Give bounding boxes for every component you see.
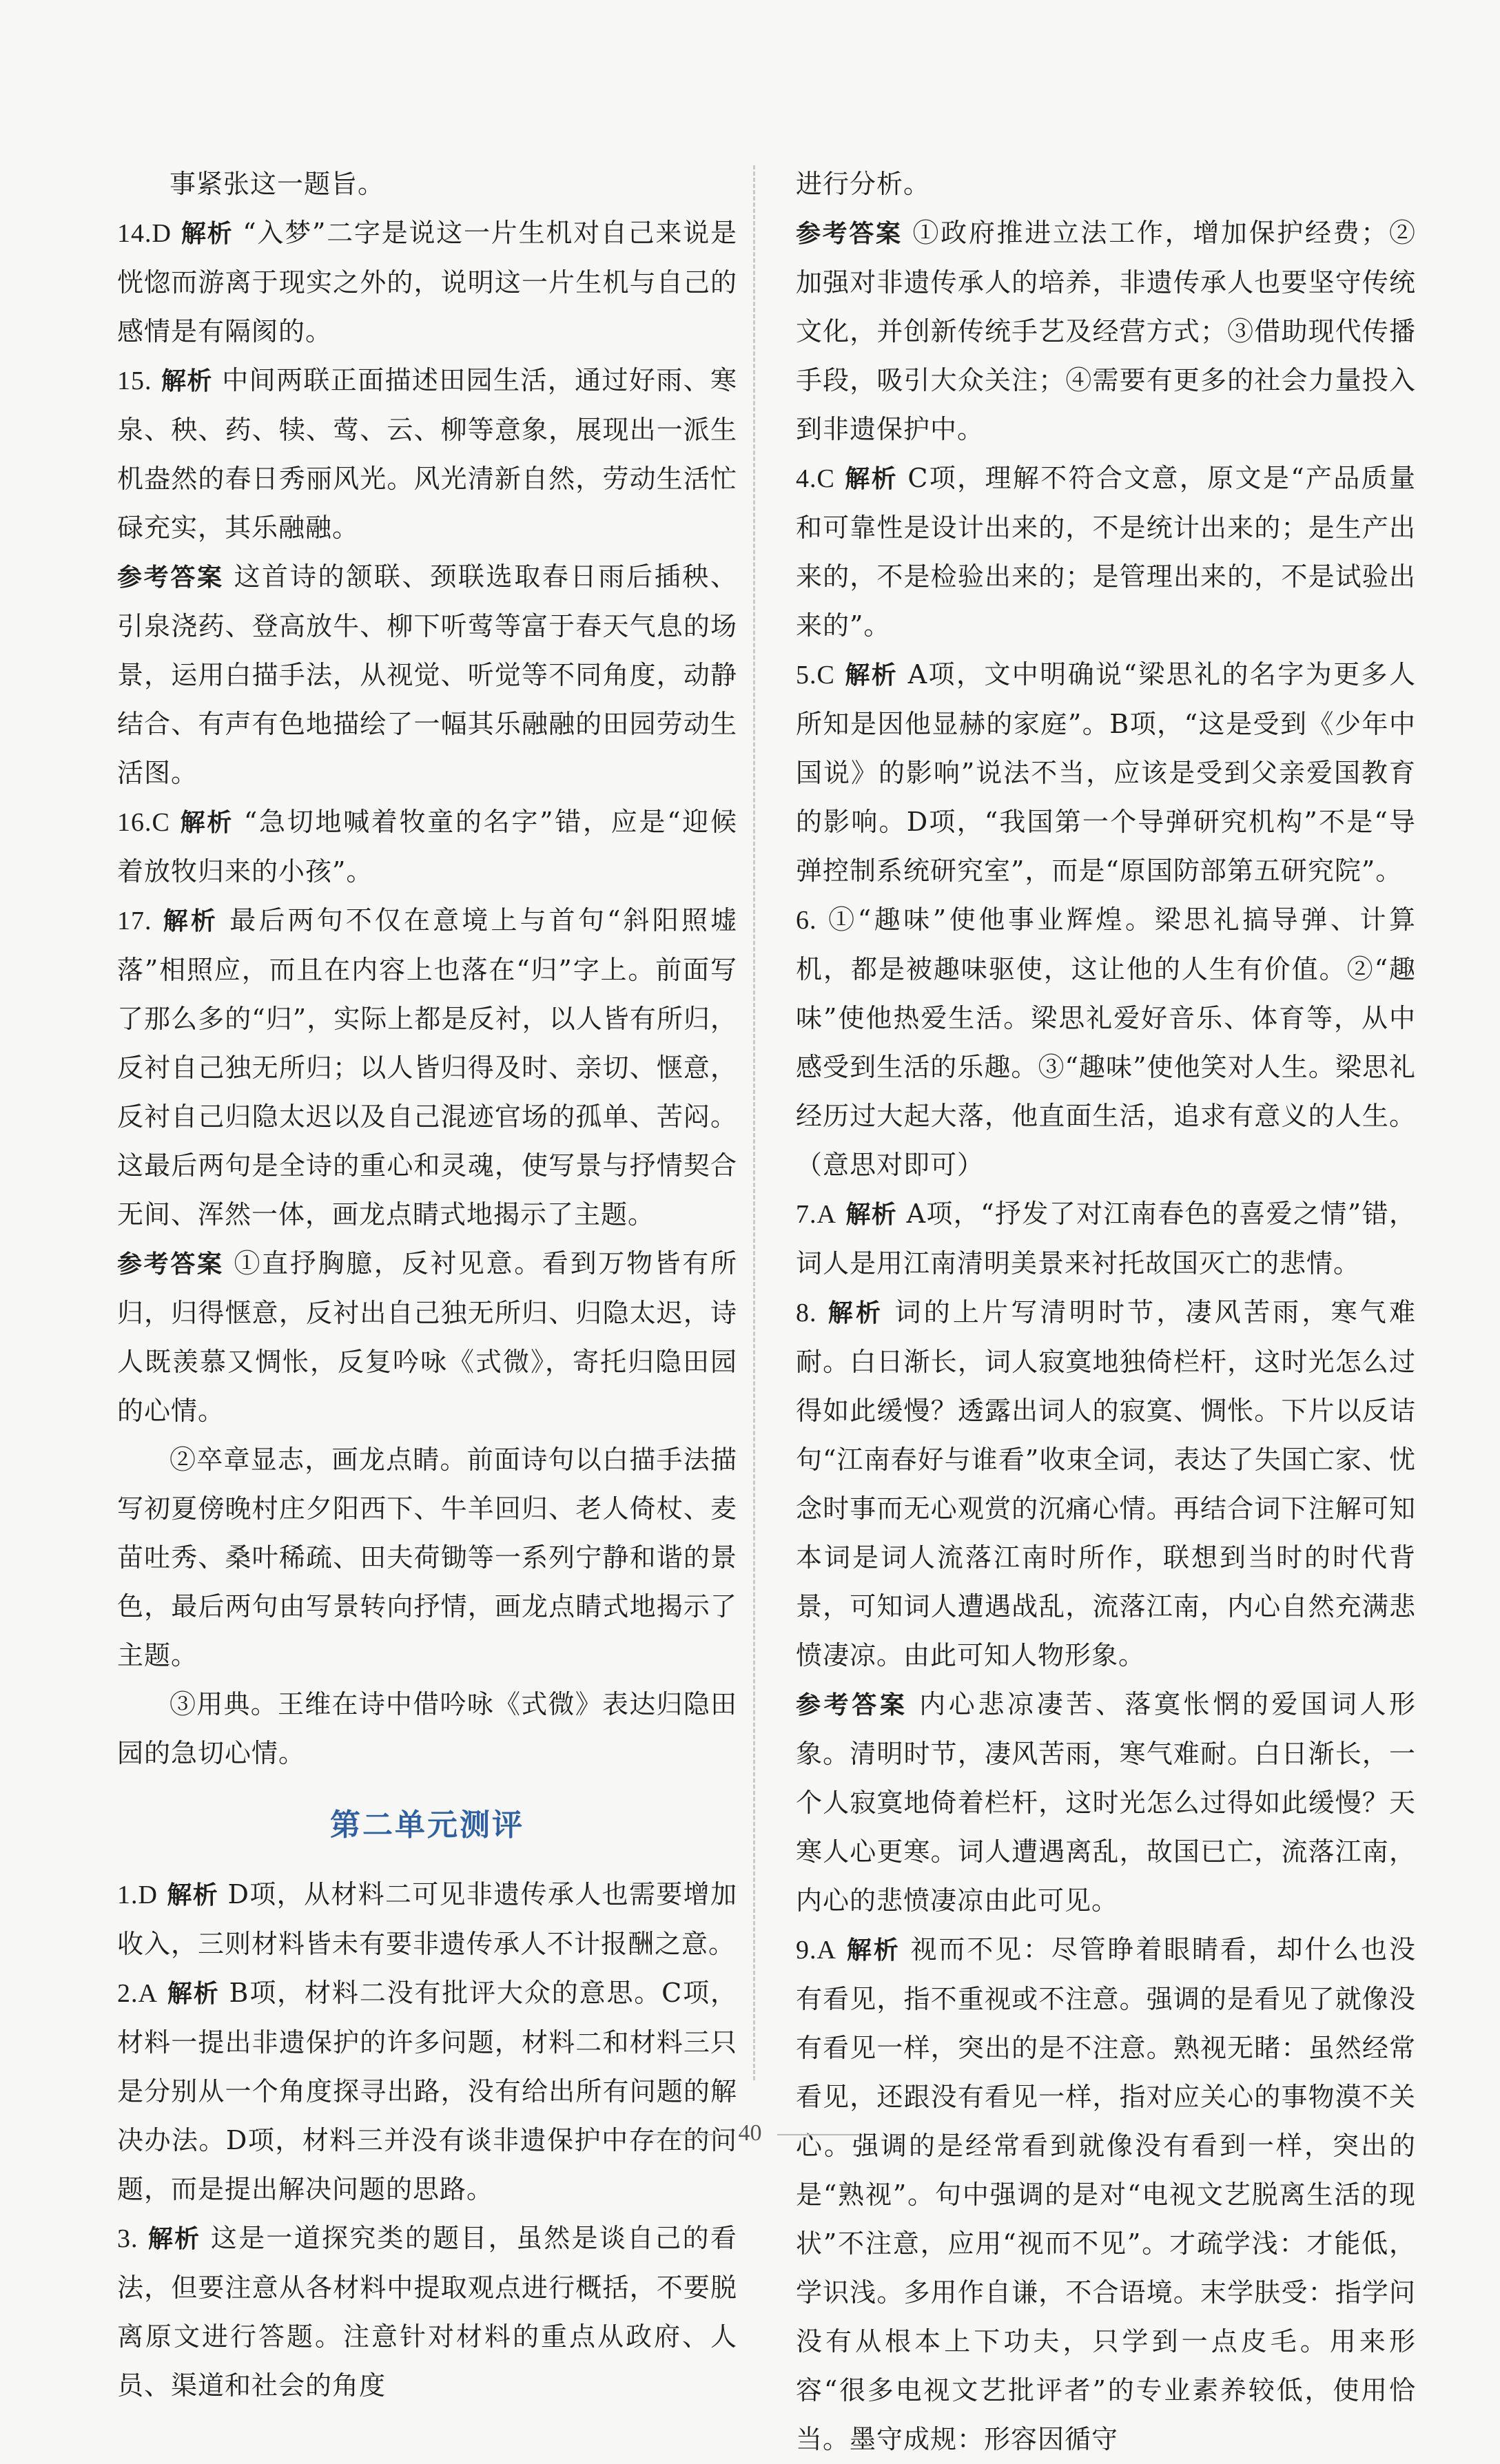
question-number: 14.D [117,219,172,248]
answer-text: ③用典。王维在诗中借吟咏《式微》表达归隐田园的急切心情。 [117,1689,737,1768]
question-number: 8. [796,1298,817,1327]
answer-text: ②卒章显志，画龙点睛。前面诗句以白描手法描写初夏傍晚村庄夕阳西下、牛羊回归、老人倚杖、麦苗吐秀、桑叶稀疏、田夫荷锄等一系列宁静和谐的景色，最后两句由写景转向抒情，画龙点睛式地揭示了主题。 [117,1445,737,1670]
answer-label: 解析 [845,1201,898,1229]
answer-label: 解析 [180,809,234,837]
answer-label: 解析 [147,2225,201,2253]
answer-paragraph [117,356,737,552]
answer-text: A项，“抒发了对江南春色的喜爱之情”错，词人是用江南清明美景来衬托故国灭亡的悲情。 [796,1199,1416,1278]
left-column-items [117,160,737,1778]
answer-label: 解析 [163,907,218,935]
answer-label: 参考答案 [796,1691,908,1719]
answer-paragraph [796,454,1416,650]
answer-paragraph [796,895,1416,1190]
answer-paragraph [117,2214,737,2410]
answer-text: D项，从材料二可见非遗传承人也需要增加收入，三则材料皆未有要非遗传承人不计报酬之意。 [117,1879,737,1959]
answer-label: 参考答案 [117,1250,224,1278]
answer-label: 参考答案 [117,563,224,592]
right-column-items [796,160,1416,2464]
question-number: 15. [117,366,152,395]
answer-text: 内心悲凉凄苦、落寞怅惘的爱国词人形象。清明时节，凄风苦雨，寒气难耐。白日渐长，一个人寂寞地倚着栏杆，这时光怎么过得如此缓慢？天寒人心更寒。词人遭遇离乱，故国已亡，流落江南，内心的悲愤凄凉由此可见。 [796,1689,1416,1916]
answer-text: 事紧张这一题旨。 [169,169,385,199]
answer-paragraph [796,209,1416,454]
answer-label: 参考答案 [796,220,903,248]
answer-paragraph [117,160,737,209]
answer-text: “入梦”二字是说这一片生机对自己来说是恍惚而游离于现实之外的，说明这一片生机与自己的感情是有隔阂的。 [117,218,737,346]
answer-paragraph [796,1680,1416,1925]
answer-label: 解析 [181,220,234,248]
answer-label: 解析 [828,1299,884,1327]
answer-text: ①直抒胸臆，反衬见意。看到万物皆有所归，归得惬意，反衬出自己独无所归、归隐太迟，诗人既羡慕又惆怅，反复吟咏《式微》，寄托归隐田园的心情。 [117,1248,737,1426]
answer-text: B项，材料二没有批评大众的意思。C项，材料一提出非遗保护的许多问题，材料二和材料三只是分别从一个角度探寻出路，没有给出所有问题的解决办法。D项，材料三并没有谈非遗保护中存在的问题，而是提出解决问题的思路。 [117,1978,737,2204]
page-number-footer [0,2120,1500,2146]
question-number: 9.A [796,1936,836,1965]
answer-text: C项，理解不符合文意，原文是“产品质量和可靠性是设计出来的，不是统计出来的；是生产出来的，不是检验出来的；是管理出来的，不是试验出来的”。 [796,463,1416,641]
answer-label: 解析 [167,1980,220,2008]
question-number: 7.A [796,1200,836,1229]
question-number: 16.C [117,808,170,837]
answer-text: ①政府推进立法工作，增加保护经费；②加强对非遗传承人的培养，非遗传承人也要坚守传统文化，并创新传统手艺及经营方式；③借助现代传播手段，吸引大众关注；④需要有更多的社会力量投入到非遗保护中。 [796,218,1416,444]
answer-paragraph [117,552,737,798]
question-number: 17. [117,907,152,935]
answer-label: 解析 [846,1936,901,1965]
question-number: 3. [117,2224,138,2253]
answer-paragraph [117,1239,737,1436]
answer-text: 这是一道探究类的题目，虽然是谈自己的看法，但要注意从各材料中提取观点进行概括，不要脱离原文进行答题。注意针对材料的重点从政府、人员、渠道和社会的角度 [117,2223,737,2401]
right-column [796,160,1416,2464]
answer-paragraph [796,1288,1416,1680]
left-column [117,160,737,2410]
answer-label: 解析 [167,1881,219,1909]
answer-paragraph [117,1969,737,2214]
question-number: 1.D [117,1881,158,1909]
answer-text: “急切地喊着牧童的名字”错，应是“迎候着放牧归来的小孩”。 [117,807,737,887]
column-divider [753,165,755,2080]
answer-label: 解析 [161,367,213,395]
page-number: 40 [738,2120,762,2146]
answer-text: 最后两句不仅在意境上与首句“斜阳照墟落”相照应，而且在内容上也落在“归”字上。前面写了那么多的“归”，实际上都是反衬，以人皆有所归，反衬自己独无所归；以人皆归得及时、亲切、惬意，反衬自己归隐太迟以及自己混迹官场的孤单、苦闷。这最后两句是全诗的重心和灵魂，使写景与抒情契合无间、浑然一体，画龙点睛式地揭示了主题。 [117,905,737,1230]
answer-paragraph [117,1680,737,1778]
answer-label: 解析 [845,465,898,493]
question-number: 6. [796,906,817,935]
answer-text: 词的上片写清明时节，凄风苦雨，寒气难耐。白日渐长，词人寂寞地独倚栏杆，这时光怎么过得如此缓慢？透露出词人的寂寞、惆怅。下片以反诘句“江南春好与谁看”收束全词，表达了失国亡家、忧念时事而无心观赏的沉痛心情。再结合词下注解可知本词是词人流落江南时所作，联想到当时的时代背景，可知词人遭遇战乱，流落江南，内心自然充满悲愤凄凉。由此可知人物形象。 [796,1297,1416,1670]
question-number: 4.C [796,464,835,493]
footer-rule-right [777,2134,860,2135]
answer-text: 进行分析。 [796,169,931,199]
question-number: 5.C [796,661,835,690]
answer-paragraph [117,1436,737,1680]
answer-paragraph [117,1870,737,1969]
answer-paragraph [796,1190,1416,1288]
answer-text: 中间两联正面描述田园生活，通过好雨、寒泉、秧、药、犊、莺、云、柳等意象，展现出一派生机盎然的春日秀丽风光。风光清新自然，劳动生活忙碌充实，其乐融融。 [117,365,737,543]
answer-text: ①“趣味”使他事业辉煌。梁思礼搞导弹、计算机，都是被趣味驱使，这让他的人生有价值。②“趣味”使他热爱生活。梁思礼爱好音乐、体育等，从中感受到生活的乐趣。③“趣味”使他笑对人生。梁思礼经历过大起大落，他直面生活，追求有意义的人生。（意思对即可） [796,904,1416,1180]
answer-text: 这首诗的颔联、颈联选取春日雨后插秧、引泉浇药、登高放牛、柳下听莺等富于春天气息的场景，运用白描手法，从视觉、听觉等不同角度，动静结合、有声有色地描绘了一幅其乐融融的田园劳动生活图。 [117,561,737,788]
unit-title: 第二单元测评 [330,1808,524,1843]
answer-text: 视而不见：尽管睁着眼睛看，却什么也没有看见，指不重视或不注意。强调的是看见了就像没有看见一样，突出的是不注意。熟视无睹：虽然经常看见，还跟没有看见一样，指对应关心的事物漠不关心。强调的是经常看到就像没有看到一样，突出的是“熟视”。句中强调的是对“电视文艺脱离生活的现状”不注意，应用“视而不见”。才疏学浅：才能低，学识浅。多用作自谦，不合语境。末学肤受：指学问没有从根本上下功夫，只学到一点皮毛。用来形容“很多电视文艺批评者”的专业素养较低，使用恰当。墨守成规：形容因循守 [796,1934,1416,2454]
footer-rule-left [641,2134,723,2135]
answer-label: 解析 [845,661,898,690]
answer-paragraph [117,209,737,356]
question-number: 2.A [117,1979,158,2008]
answer-paragraph [117,798,737,896]
answer-paragraph [796,650,1416,895]
answer-paragraph [796,1925,1416,2464]
answer-paragraph [796,160,1416,209]
answer-paragraph [117,896,737,1239]
answer-text: A项，文中明确说“梁思礼的名字为更多人所知是因他显赫的家庭”。B项，“这是受到《少年中国说》的影响”说法不当，应该是受到父亲爱国教育的影响。D项，“我国第一个导弹研究机构”不是“导弹控制系统研究室”，而是“原国防部第五研究院”。 [796,659,1416,886]
